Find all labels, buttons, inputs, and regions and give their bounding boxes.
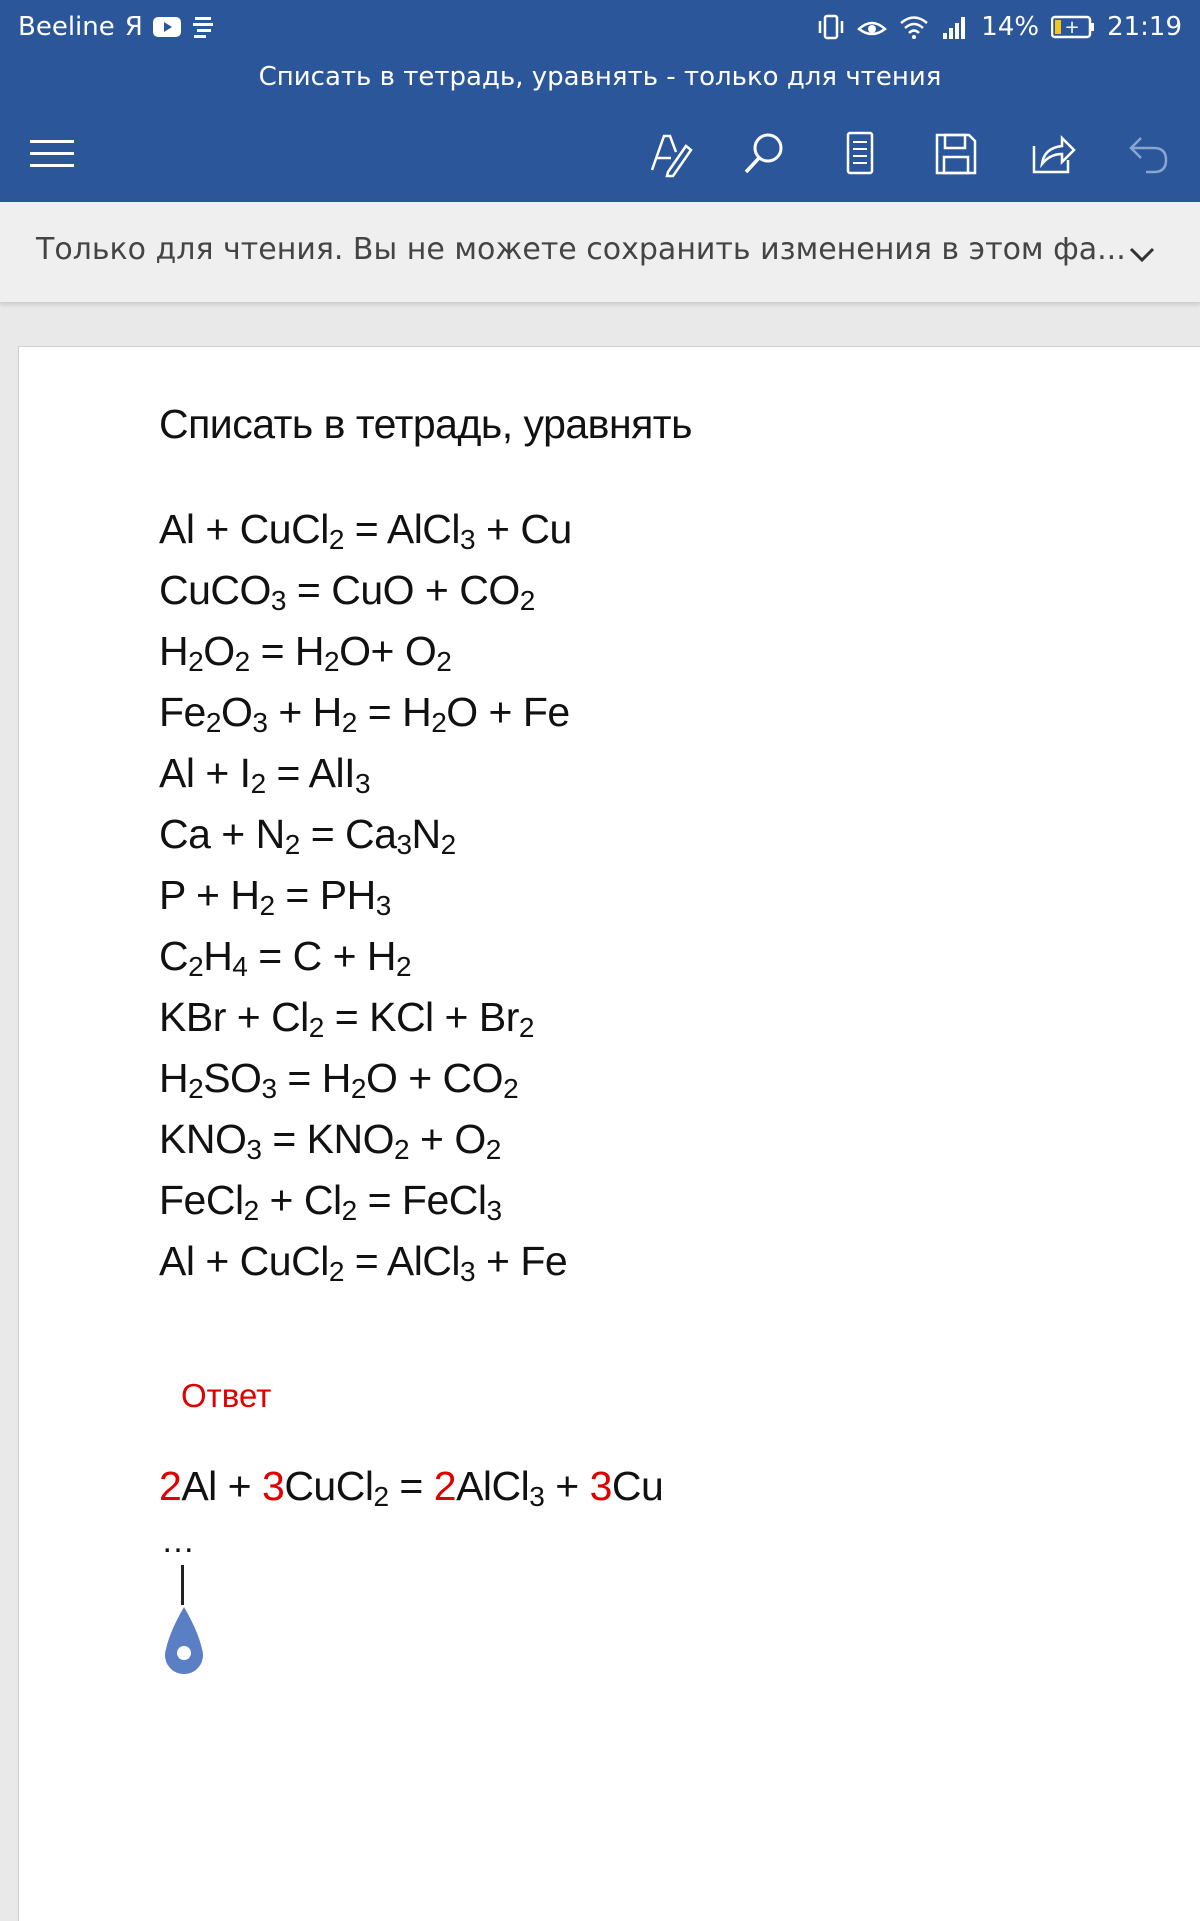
equation-line: CuCO$_3$ = CuO + $CO_2$	[159, 567, 535, 616]
equation-line: $Al + I_2 = AlI_3$	[159, 750, 371, 799]
menu-button[interactable]	[22, 124, 82, 184]
draw-button[interactable]	[640, 124, 700, 184]
coefficient: 3	[589, 1463, 612, 1509]
reader-mode-button[interactable]	[830, 124, 890, 184]
coefficient: 2	[159, 1463, 182, 1509]
battery-percent: 14%	[981, 12, 1040, 42]
app-title-bar	[0, 54, 1200, 202]
reader-mode-icon	[840, 130, 880, 178]
equation-line: $P + H_2 = PH_3$	[159, 872, 391, 921]
equation-line: $Fe_2O_3 + H_2 = H_2O + Fe$	[159, 689, 570, 738]
cursor-handle-icon	[162, 1605, 206, 1675]
vibrate-icon	[817, 14, 845, 40]
equation-line: Al + CuCl$_2$ = AlCl$_3$ + Cu	[159, 506, 572, 555]
share-button[interactable]	[1022, 124, 1082, 184]
search-button[interactable]	[734, 124, 794, 184]
read-only-message: Только для чтения. Вы не можете сохранить изменения в этом фа...	[36, 232, 1126, 267]
document-page[interactable]	[18, 346, 1200, 1921]
coefficient: 3	[262, 1463, 285, 1509]
undo-icon	[1124, 130, 1172, 178]
equation-line: $H_2O_2 = H_2O+ O_2$	[159, 628, 452, 677]
chevron-down-icon	[1128, 245, 1156, 263]
eye-comfort-icon	[857, 15, 887, 39]
equation-list	[159, 503, 1159, 1296]
answer-equation: 2Al + 3CuCl$_2$ = 2AlCl$_3$ + 3Cu	[159, 1463, 664, 1512]
status-bar-left	[18, 0, 215, 54]
read-only-banner[interactable]	[0, 202, 1200, 303]
yandex-icon: Я	[124, 12, 143, 42]
equation-line: FeCl$_2$ + $Cl_2$ = FeCl$_3$	[159, 1177, 502, 1226]
pen-icon	[646, 130, 694, 178]
equation-line: $Ca + N_2 = Ca_3N_2$	[159, 811, 456, 860]
equation-line: $C_2H_4 = C + H_2$	[159, 933, 412, 982]
share-icon	[1028, 130, 1076, 178]
status-bar-right	[817, 0, 1182, 54]
document-title: Списать в тетрадь, уравнять - только для чтения	[258, 62, 942, 92]
carrier-name: Beeline	[18, 12, 115, 42]
equation-line: $KNO_3 = KNO_2 + O_2$	[159, 1116, 501, 1165]
status-bar	[0, 0, 1200, 54]
save-icon	[932, 130, 980, 178]
menu-icon	[28, 136, 76, 172]
cursor-handle[interactable]	[162, 1605, 206, 1675]
expand-banner-button[interactable]	[1120, 232, 1164, 276]
undo-button[interactable]	[1118, 124, 1178, 184]
wifi-icon	[899, 15, 929, 39]
clock: 21:19	[1107, 12, 1182, 42]
equation-line: KBr + $Cl_2$ = KCl + $Br_2$	[159, 994, 534, 1043]
search-icon	[740, 130, 788, 178]
coefficient: 2	[433, 1463, 457, 1509]
document-content	[159, 399, 1159, 1561]
equation-line: Al + CuCl$_2$ = AlCl$_3$ + Fe	[159, 1238, 568, 1287]
ellipsis: …	[161, 1522, 195, 1560]
signal-icon	[941, 15, 969, 39]
svg-text:+: +	[1064, 17, 1080, 38]
equation-line: $H_2SO_3 = H_2O + CO_2$	[159, 1055, 519, 1104]
answer-label: Ответ	[181, 1377, 272, 1414]
notification-icon	[191, 15, 215, 39]
text-cursor	[181, 1565, 184, 1605]
battery-charging-icon	[1051, 15, 1095, 39]
save-button[interactable]	[926, 124, 986, 184]
youtube-icon	[153, 17, 181, 37]
document-heading: Списать в тетрадь, уравнять	[159, 401, 692, 447]
